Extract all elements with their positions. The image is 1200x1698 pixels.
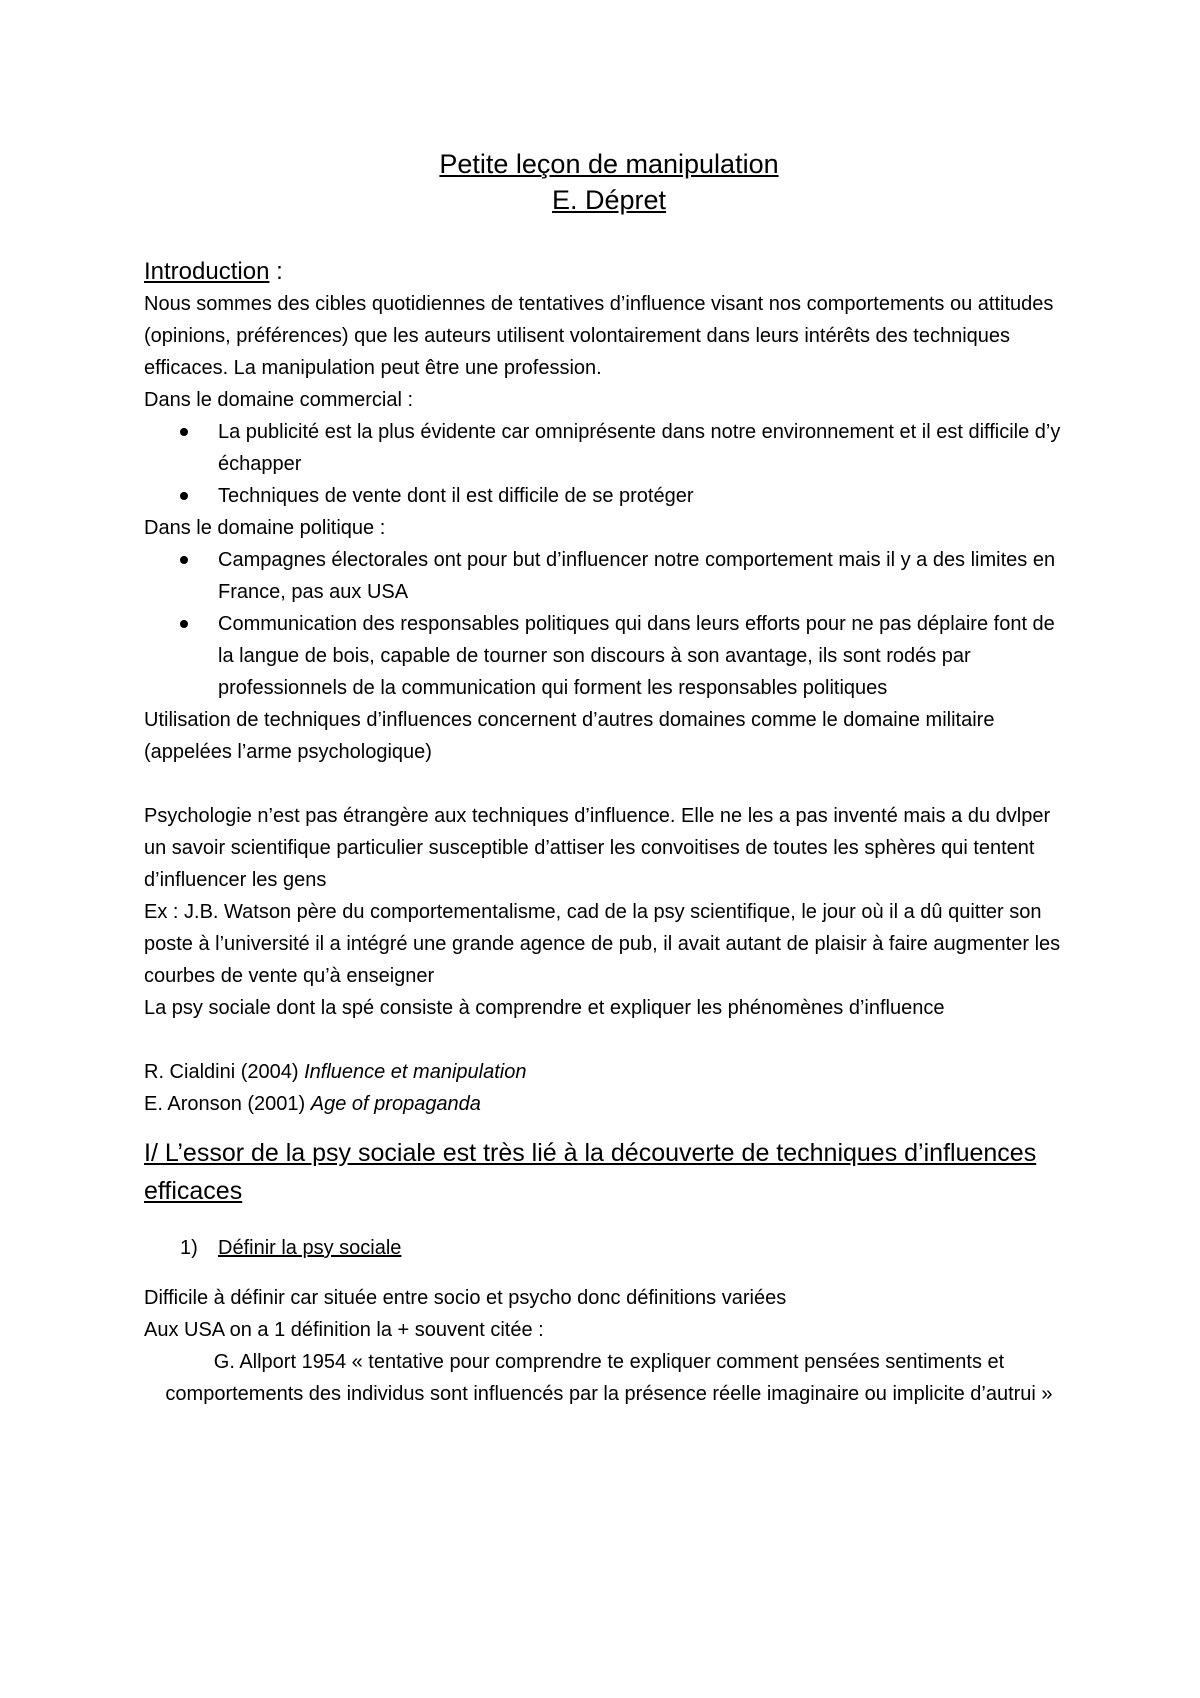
reference-item <box>144 1056 1074 1088</box>
militaire-paragraph: Utilisation de techniques d’influences concernent d’autres domaines comme le domaine militaire (appelées l’arme psychologique) <box>144 709 995 763</box>
blank-line <box>144 1264 1074 1282</box>
subsection-title: Définir la psy sociale <box>218 1237 402 1259</box>
psychologie-paragraph: Psychologie n’est pas étrangère aux techniques d’influence. Elle ne les a pas inventé mais a du dvlper un savoir scientifique particulier susceptible d’attiser les convoitises de toutes les sphères qui tentent d’influencer les gens <box>144 805 1051 891</box>
list-item: Communication des responsables politiques qui dans leurs efforts pour ne pas déplaire font de la langue de bois, capable de tourner son discours à son avantage, ils sont rodés par professionnels de la communication qui forment les responsables politiques <box>218 608 1074 704</box>
list-item: Campagnes électorales ont pour but d’influencer notre comportement mais il y a des limites en France, pas aux USA <box>218 544 1074 608</box>
politique-list <box>144 544 1074 704</box>
document-content <box>144 146 1074 1410</box>
watson-paragraph: Ex : J.B. Watson père du comportementalisme, cad de la psy scientifique, le jour où il a dû quitter son poste à l’université il a intégré une grande agence de pub, il avait autant de plaisir à faire augmenter les courbes de vente qu’à enseigner <box>144 901 1061 987</box>
usa-definition-paragraph: Aux USA on a 1 définition la + souvent citée : <box>144 1319 544 1341</box>
commercial-list <box>144 416 1074 512</box>
intro-heading: Introduction <box>144 258 270 285</box>
reference-item <box>144 1088 1074 1120</box>
document-author: E. Dépret <box>551 185 667 215</box>
commercial-label: Dans le domaine commercial : <box>144 389 413 411</box>
document-title-block <box>144 146 1074 218</box>
reference-author: E. Aronson (2001) <box>144 1093 311 1115</box>
intro-heading-line <box>144 256 1074 288</box>
references <box>144 1056 1074 1120</box>
allport-quote: G. Allport 1954 « tentative pour comprendre te expliquer comment pensées sentiments et comportements des individus sont influencés par la présence réelle imaginaire ou implicite d’autrui » <box>165 1351 1053 1405</box>
list-item: Techniques de vente dont il est difficile de se protéger <box>218 480 1074 512</box>
psy-sociale-paragraph: La psy sociale dont la spé consiste à comprendre et expliquer les phénomènes d’influence <box>144 997 945 1019</box>
reference-title: Influence et manipulation <box>304 1061 527 1083</box>
blank-line <box>144 768 1074 800</box>
section-heading: I/ L’essor de la psy sociale est très lié à la découverte de techniques d’influences efficaces <box>144 1139 1037 1205</box>
reference-author: R. Cialdini (2004) <box>144 1061 305 1083</box>
list-item: La publicité est la plus évidente car omniprésente dans notre environnement et il est difficile d’y échapper <box>218 416 1074 480</box>
blank-line <box>144 1024 1074 1056</box>
politique-label: Dans le domaine politique : <box>144 517 386 539</box>
document-title: Petite leçon de manipulation <box>439 149 779 179</box>
reference-title: Age of propaganda <box>310 1093 481 1115</box>
intro-heading-colon: : <box>269 258 283 285</box>
subsection-heading <box>144 1232 1074 1264</box>
definition-paragraph: Difficile à définir car située entre socio et psycho donc définitions variées <box>144 1287 787 1309</box>
intro-paragraph: Nous sommes des cibles quotidiennes de tentatives d’influence visant nos comportements ou attitudes (opinions, préférences) que les auteurs utilisent volontairement dans leurs intérêts des techniques efficaces. La manipulation peut être une profession. <box>144 293 1054 379</box>
subsection-number: 1) <box>180 1237 198 1259</box>
